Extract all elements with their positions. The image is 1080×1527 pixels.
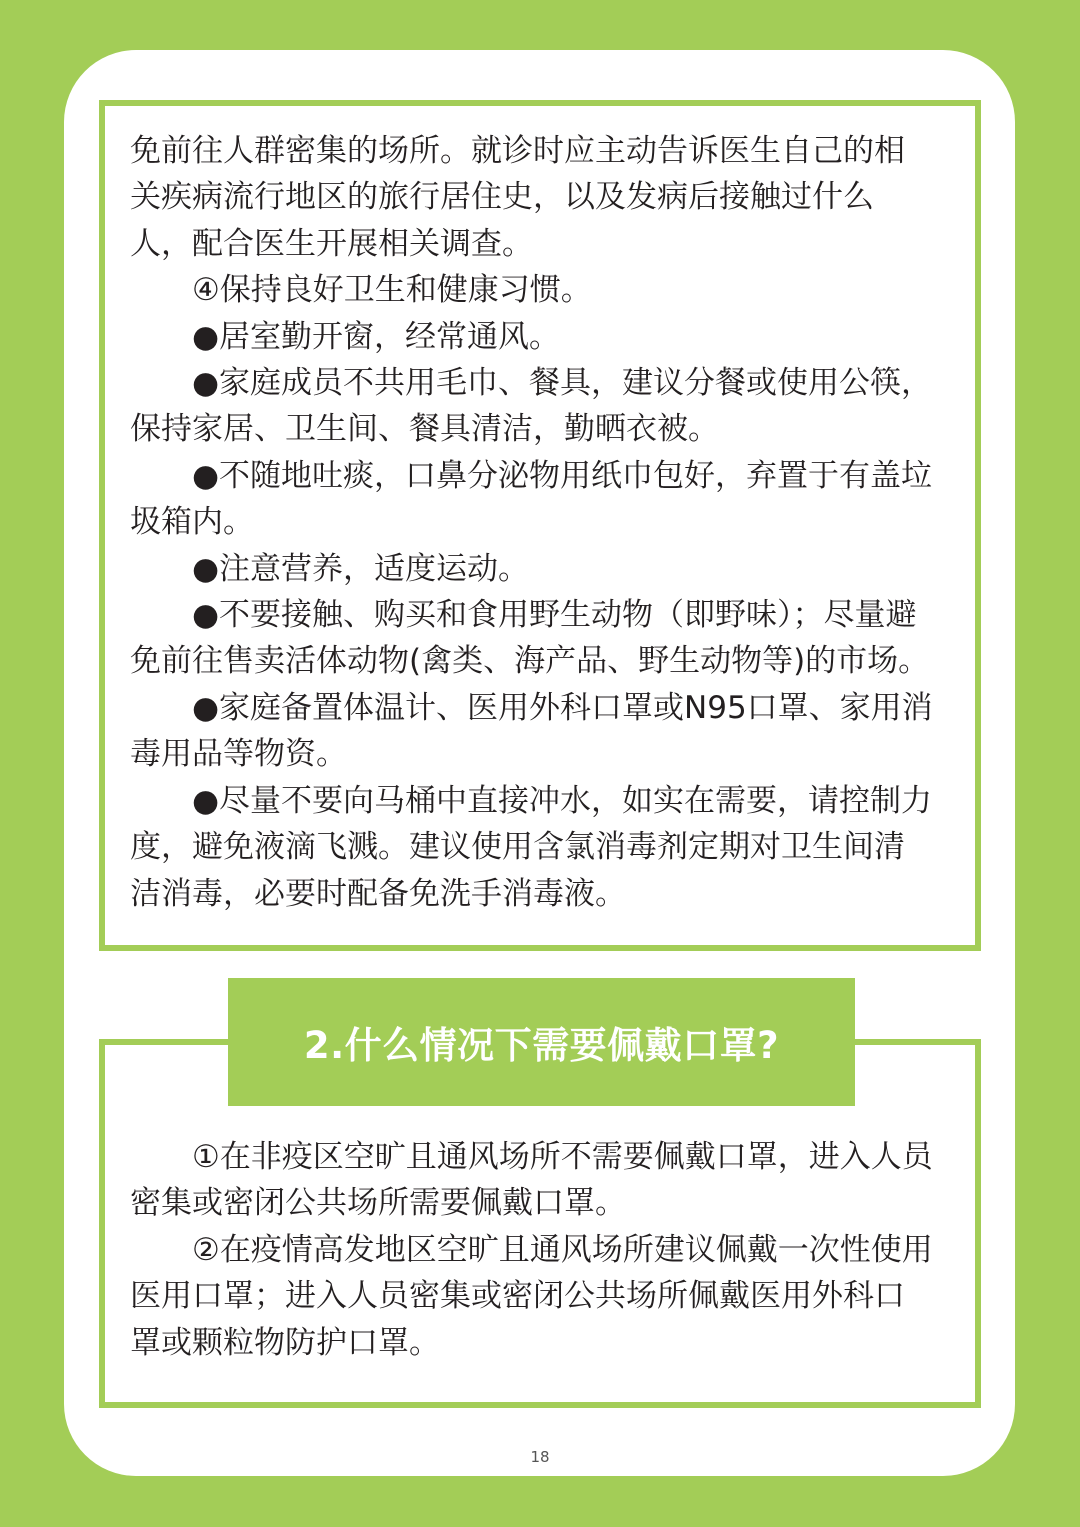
paragraph-line: ②在疫情高发地区空旷且通风场所建议佩戴一次性使用 [192,1231,933,1268]
bullet-item: ●家庭成员不共用毛巾、餐具，建议分餐或使用公筷， [192,365,933,402]
paragraph-line: ①在非疫区空旷且通风场所不需要佩戴口罩，进入人员 [192,1139,933,1175]
paragraph-line: ④保持良好卫生和健康习惯。 [192,272,592,309]
bullet-item: ●尽量不要向马桶中直接冲水，如实在需要，请控制力 [192,782,933,819]
page-number: 18 [530,1448,550,1466]
bullet-item: ●不要接触、购买和食用野生动物（即野味）；尽量避 [192,597,917,634]
section-heading: 2.什么情况下需要佩戴口罩? [303,1024,780,1067]
section1-text [130,128,933,917]
paragraph-line: 人，配合医生开展相关调查。 [130,225,533,262]
paragraph-line: 圾箱内。 [130,504,254,541]
paragraph-line: 洁消毒，必要时配备免洗手消毒液。 [130,875,626,912]
paragraph-line: 免前往售卖活体动物(禽类、海产品、野生动物等)的市场。 [130,643,930,680]
section2-text [130,1134,933,1366]
paragraph-line: 关疾病流行地区的旅行居住史，以及发病后接触过什么 [130,179,874,216]
paragraph-line: 免前往人群密集的场所。就诊时应主动告诉医生自己的相 [130,133,905,169]
paragraph-line: 罩或颗粒物防护口罩。 [130,1324,440,1361]
paragraph-line: 度，避免液滴飞溅。建议使用含氯消毒剂定期对卫生间清 [130,829,905,866]
bullet-item: ●注意营养，适度运动。 [192,550,530,587]
paragraph-line: 毒用品等物资。 [130,736,347,773]
bullet-item: ●不随地吐痰，口鼻分泌物用纸巾包好，弃置于有盖垃 [192,457,933,494]
bullet-item: ●家庭备置体温计、医用外科口罩或N95口罩、家用消 [192,689,933,726]
paragraph-line: 保持家居、卫生间、餐具清洁，勤晒衣被。 [130,411,719,448]
paragraph-line: 医用口罩；进入人员密集或密闭公共场所佩戴医用外科口 [130,1278,905,1315]
bullet-item: ●居室勤开窗，经常通风。 [192,318,561,355]
paragraph-line: 密集或密闭公共场所需要佩戴口罩。 [130,1185,626,1222]
section-heading-banner [228,978,855,1106]
